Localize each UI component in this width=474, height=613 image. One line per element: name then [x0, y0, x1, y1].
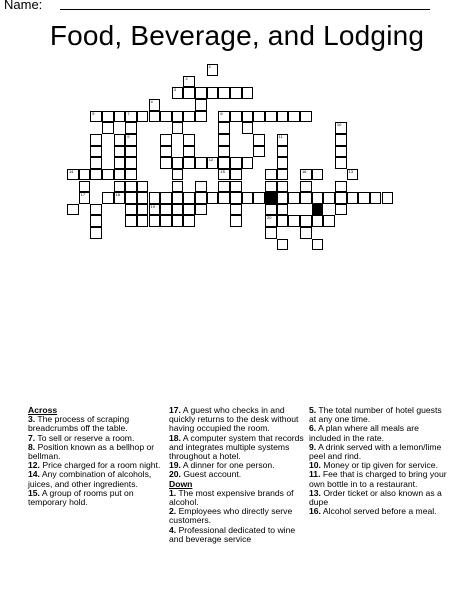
- cell-number: 16: [301, 168, 307, 174]
- grid-cell[interactable]: [288, 111, 300, 123]
- grid-cell[interactable]: [137, 192, 149, 204]
- grid-cell[interactable]: [277, 181, 289, 193]
- clue-text: Money or tip given for service.: [323, 460, 438, 471]
- page-title: Food, Beverage, and Lodging: [49, 20, 425, 51]
- cell-number: 15: [220, 168, 225, 174]
- grid-cell[interactable]: [183, 111, 195, 123]
- grid-cell[interactable]: [79, 181, 91, 193]
- grid-cell[interactable]: [242, 157, 254, 169]
- grid-cell[interactable]: [90, 227, 102, 239]
- grid-cell[interactable]: [172, 87, 184, 99]
- clue-text: Professional dedicated to wine and beverage service: [169, 524, 296, 544]
- grid-cell[interactable]: [207, 157, 219, 169]
- clue-number: 2.: [169, 506, 177, 517]
- cell-number: 10: [336, 122, 342, 128]
- grid-cell[interactable]: [218, 192, 230, 204]
- clue-number: 7.: [28, 432, 36, 443]
- grid-cell[interactable]: [230, 215, 242, 227]
- clue-down-11: [309, 470, 449, 488]
- grid-cell[interactable]: [230, 157, 242, 169]
- grid-cell[interactable]: [218, 157, 230, 169]
- grid-cell[interactable]: [149, 204, 161, 216]
- grid-cell[interactable]: [265, 227, 277, 239]
- grid-cell[interactable]: [149, 111, 161, 123]
- black-cell: [265, 192, 277, 204]
- grid-cell[interactable]: [230, 87, 242, 99]
- cell-number: 6: [220, 110, 223, 116]
- grid-cell[interactable]: [335, 192, 347, 204]
- grid-cell[interactable]: [67, 204, 79, 216]
- grid-cell[interactable]: [90, 146, 102, 158]
- grid-cell[interactable]: [207, 192, 219, 204]
- clue-number: 3.: [28, 414, 36, 425]
- grid-cell[interactable]: [195, 157, 207, 169]
- grid-cell[interactable]: [125, 157, 137, 169]
- cell-number: 9: [127, 133, 130, 139]
- grid-cell[interactable]: [172, 192, 184, 204]
- grid-cell[interactable]: [114, 157, 126, 169]
- clue-down-5: [309, 406, 449, 424]
- grid-cell[interactable]: [160, 134, 172, 146]
- clue-across-17: [169, 406, 304, 434]
- grid-cell[interactable]: [207, 87, 219, 99]
- grid-cell[interactable]: [335, 122, 347, 134]
- clue-number: 1.: [169, 487, 177, 498]
- clue-number: 20.: [169, 469, 181, 480]
- grid-cell[interactable]: [218, 169, 230, 181]
- grid-cell[interactable]: [90, 111, 102, 123]
- grid-cell[interactable]: [125, 169, 137, 181]
- clues-column-2: [169, 406, 304, 544]
- across-heading: Across: [28, 405, 58, 415]
- grid-cell[interactable]: [102, 111, 114, 123]
- name-label: Name:: [4, 0, 43, 12]
- cell-number: 17: [80, 192, 86, 198]
- grid-cell[interactable]: [160, 157, 172, 169]
- grid-cell[interactable]: [323, 215, 335, 227]
- grid-cell[interactable]: [90, 204, 102, 216]
- grid-cell[interactable]: [218, 134, 230, 146]
- grid-cell[interactable]: [195, 181, 207, 193]
- grid-cell[interactable]: [160, 111, 172, 123]
- clues-column-3: [309, 406, 449, 516]
- grid-cell[interactable]: [335, 146, 347, 158]
- clues-column-1: [28, 406, 162, 507]
- grid-cell[interactable]: [102, 192, 114, 204]
- clue-text: A group of rooms put on temporary hold.: [28, 487, 134, 508]
- grid-cell[interactable]: [218, 111, 230, 123]
- grid-cell[interactable]: [125, 146, 137, 158]
- grid-cell[interactable]: [253, 111, 265, 123]
- clue-text: A computer system that records and integrates multiple systems throughout a hotel.: [169, 432, 304, 462]
- grid-cell[interactable]: [218, 146, 230, 158]
- clue-text: A guest who checks in and quickly returns to the desk without having occupied the room.: [169, 405, 299, 434]
- grid-cell[interactable]: [335, 134, 347, 146]
- grid-cell[interactable]: [195, 99, 207, 111]
- grid-cell[interactable]: [137, 111, 149, 123]
- clue-number: 16.: [309, 506, 321, 517]
- clue-text: Price charged for a room night.: [42, 460, 161, 471]
- clue-text: Fee that is charged to bring your own bottle in to a restaurant.: [309, 469, 447, 489]
- grid-cell[interactable]: [288, 215, 300, 227]
- grid-cell[interactable]: [277, 146, 289, 158]
- clue-number: 13.: [309, 487, 321, 498]
- clue-across-15: [28, 489, 162, 507]
- grid-cell[interactable]: [172, 111, 184, 123]
- clue-text: Position known as a bellhop or bellman.: [28, 441, 155, 462]
- clue-number: 10.: [309, 460, 321, 471]
- grid-cell[interactable]: [242, 192, 254, 204]
- grid-cell[interactable]: [265, 111, 277, 123]
- grid-cell[interactable]: [160, 146, 172, 158]
- grid-cell[interactable]: [183, 204, 195, 216]
- grid-cell[interactable]: [265, 215, 277, 227]
- clue-number: 17.: [169, 405, 181, 415]
- grid-cell[interactable]: [172, 215, 184, 227]
- grid-cell[interactable]: [90, 215, 102, 227]
- grid-cell[interactable]: [160, 204, 172, 216]
- grid-cell[interactable]: [312, 215, 324, 227]
- cell-number: 7: [127, 110, 130, 116]
- grid-cell[interactable]: [137, 181, 149, 193]
- clue-text: The total number of hotel guests at any one time.: [309, 405, 442, 425]
- clue-down-16: [309, 507, 449, 516]
- clue-number: 6.: [309, 423, 317, 434]
- grid-cell[interactable]: [253, 146, 265, 158]
- grid-cell[interactable]: [114, 181, 126, 193]
- clue-text: Any combination of alcohols, juices, and other ingredients.: [28, 469, 152, 489]
- grid-cell[interactable]: [195, 204, 207, 216]
- grid-cell[interactable]: [114, 134, 126, 146]
- grid-cell[interactable]: [172, 204, 184, 216]
- grid-cell[interactable]: [114, 192, 126, 204]
- clue-down-6: [309, 424, 449, 442]
- clue-number: 12.: [28, 460, 40, 471]
- grid-cell[interactable]: [90, 169, 102, 181]
- cell-number: 3: [173, 87, 177, 93]
- grid-cell[interactable]: [67, 169, 79, 181]
- cell-number: 2: [185, 75, 188, 81]
- cell-number: 1: [208, 64, 211, 69]
- cell-number: 18: [115, 192, 120, 198]
- clue-across-3: [28, 415, 162, 433]
- cell-number: 4: [150, 98, 153, 104]
- grid-cell[interactable]: [382, 192, 394, 204]
- grid-cell[interactable]: [242, 87, 254, 99]
- grid-cell[interactable]: [125, 122, 137, 134]
- clue-down-4: [169, 526, 304, 544]
- grid-cell[interactable]: [335, 181, 347, 193]
- cell-number: 20: [267, 215, 272, 221]
- grid-cell[interactable]: [218, 87, 230, 99]
- grid-cell[interactable]: [172, 169, 184, 181]
- grid-cell[interactable]: [149, 215, 161, 227]
- clue-text: A plan where all meals are included in the rate.: [309, 423, 419, 443]
- grid-cell[interactable]: [277, 215, 289, 227]
- grid-cell[interactable]: [183, 192, 195, 204]
- grid-cell[interactable]: [125, 204, 137, 216]
- grid-cell[interactable]: [160, 215, 172, 227]
- grid-cell[interactable]: [358, 192, 370, 204]
- cell-number: 11: [278, 133, 283, 139]
- grid-cell[interactable]: [277, 192, 289, 204]
- clue-text: To sell or reserve a room.: [37, 432, 135, 443]
- grid-cell[interactable]: [183, 146, 195, 158]
- clue-number: 5.: [309, 405, 317, 415]
- grid-cell[interactable]: [125, 181, 137, 193]
- clue-text: A dinner for one person.: [182, 460, 275, 471]
- grid-cell[interactable]: [277, 134, 289, 146]
- grid-cell[interactable]: [102, 169, 114, 181]
- grid-cell[interactable]: [149, 99, 161, 111]
- clue-text: The most expensive brands of alcohol.: [169, 487, 294, 508]
- grid-cell[interactable]: [79, 192, 91, 204]
- clue-down-1: [169, 489, 304, 507]
- grid-cell[interactable]: [347, 192, 359, 204]
- grid-cell[interactable]: [183, 157, 195, 169]
- grid-cell[interactable]: [172, 157, 184, 169]
- grid-cell[interactable]: [253, 134, 265, 146]
- clue-number: 18.: [169, 432, 181, 443]
- clue-number: 14.: [28, 469, 40, 480]
- grid-cell[interactable]: [242, 122, 254, 134]
- down-heading: Down: [169, 478, 193, 489]
- grid-cell[interactable]: [300, 215, 312, 227]
- clue-number: 4.: [169, 524, 177, 535]
- clue-number: 19.: [169, 460, 181, 471]
- grid-cell[interactable]: [125, 134, 137, 146]
- grid-cell[interactable]: [230, 204, 242, 216]
- grid-cell[interactable]: [277, 204, 289, 216]
- grid-cell[interactable]: [125, 192, 137, 204]
- grid-cell[interactable]: [277, 111, 289, 123]
- grid-cell[interactable]: [265, 181, 277, 193]
- grid-cell[interactable]: [195, 87, 207, 99]
- grid-cell[interactable]: [183, 215, 195, 227]
- grid-cell[interactable]: [137, 204, 149, 216]
- grid-cell[interactable]: [300, 169, 312, 181]
- grid-cell[interactable]: [207, 64, 219, 76]
- grid-cell[interactable]: [137, 215, 149, 227]
- grid-cell[interactable]: [312, 192, 324, 204]
- grid-cell[interactable]: [183, 87, 195, 99]
- black-cell: [312, 204, 324, 216]
- grid-cell[interactable]: [242, 111, 254, 123]
- clue-text: The process of scraping breadcrumbs off the table.: [28, 414, 130, 434]
- grid-cell[interactable]: [265, 169, 277, 181]
- grid-cell[interactable]: [90, 157, 102, 169]
- clue-number: 8.: [28, 441, 36, 452]
- grid-cell[interactable]: [218, 122, 230, 134]
- grid-cell[interactable]: [230, 169, 242, 181]
- grid-cell[interactable]: [160, 192, 172, 204]
- clue-number: 15.: [28, 487, 40, 498]
- cell-number: 19: [150, 203, 155, 209]
- grid-cell[interactable]: [347, 169, 359, 181]
- grid-cell[interactable]: [277, 239, 289, 251]
- clue-down-2: [169, 507, 304, 525]
- grid-cell[interactable]: [288, 192, 300, 204]
- grid-cell[interactable]: [183, 76, 195, 88]
- grid-cell[interactable]: [230, 192, 242, 204]
- cell-number: 14: [68, 168, 74, 174]
- grid-cell[interactable]: [149, 192, 161, 204]
- clue-number: 9.: [309, 441, 317, 452]
- grid-cell[interactable]: [102, 122, 114, 134]
- grid-cell[interactable]: [125, 215, 137, 227]
- grid-cell[interactable]: [300, 192, 312, 204]
- grid-cell[interactable]: [335, 157, 347, 169]
- grid-cell[interactable]: [370, 192, 382, 204]
- grid-cell[interactable]: [125, 111, 137, 123]
- grid-cell[interactable]: [300, 111, 312, 123]
- cell-number: 5: [92, 110, 95, 116]
- clue-text: A drink served with a lemon/lime peel and rind.: [309, 441, 442, 462]
- grid-cell[interactable]: [277, 169, 289, 181]
- cell-number: 12: [208, 157, 214, 163]
- grid-cell[interactable]: [277, 157, 289, 169]
- grid-cell[interactable]: [114, 146, 126, 158]
- clue-text: Order ticket or also known as a dupe: [309, 487, 442, 508]
- clue-across-8: [28, 443, 162, 461]
- grid-cell[interactable]: [335, 204, 347, 216]
- clue-across-14: [28, 470, 162, 488]
- clue-text: Employees who directly serve customers.: [169, 506, 293, 526]
- grid-cell[interactable]: [323, 192, 335, 204]
- clue-down-13: [309, 489, 449, 507]
- grid-cell[interactable]: [230, 111, 242, 123]
- grid-cell[interactable]: [300, 227, 312, 239]
- grid-cell[interactable]: [79, 169, 91, 181]
- grid-cell[interactable]: [172, 181, 184, 193]
- grid-cell[interactable]: [253, 192, 265, 204]
- clue-text: Alcohol served before a meal.: [322, 506, 437, 517]
- grid-cell[interactable]: [300, 181, 312, 193]
- grid-cell[interactable]: [218, 181, 230, 193]
- grid-cell[interactable]: [90, 134, 102, 146]
- name-field[interactable]: [60, 9, 430, 10]
- clue-across-18: [169, 434, 304, 462]
- grid-cell[interactable]: [195, 111, 207, 123]
- grid-cell[interactable]: [114, 169, 126, 181]
- grid-cell[interactable]: [114, 111, 126, 123]
- grid-cell[interactable]: [265, 204, 277, 216]
- clue-number: 11.: [309, 469, 321, 480]
- grid-cell[interactable]: [312, 239, 324, 251]
- cell-number: 13: [348, 168, 353, 174]
- grid-cell[interactable]: [312, 169, 324, 181]
- grid-cell[interactable]: [172, 122, 184, 134]
- grid-cell[interactable]: [183, 134, 195, 146]
- grid-cell[interactable]: [230, 181, 242, 193]
- clue-down-9: [309, 443, 449, 461]
- clue-text: Guest account.: [183, 469, 242, 480]
- grid-cell[interactable]: [195, 192, 207, 204]
